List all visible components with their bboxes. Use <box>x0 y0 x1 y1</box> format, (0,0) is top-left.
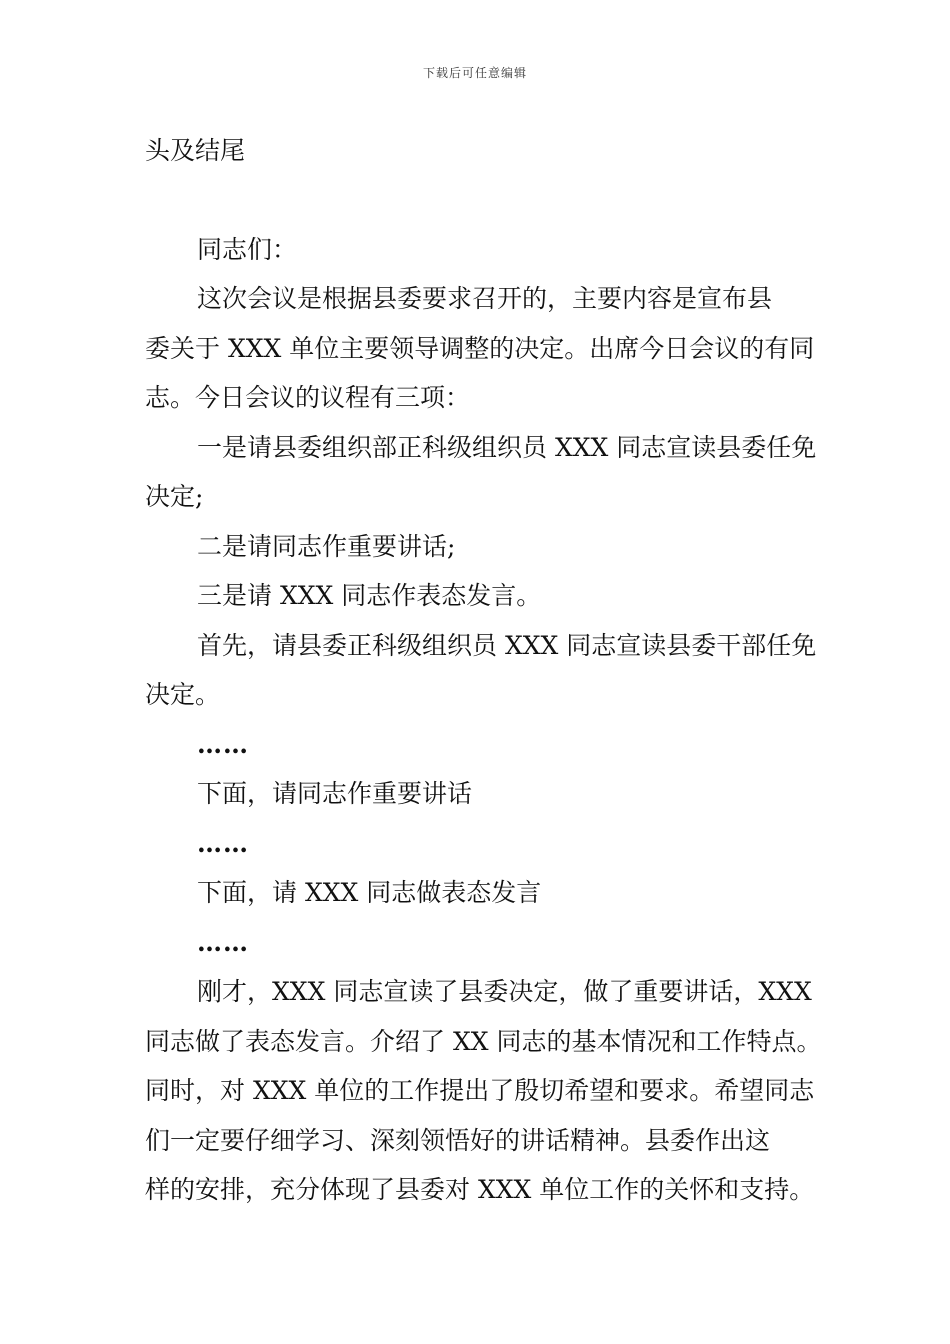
agenda-item-1: 一是请县委组织部正科级组织员 XXX 同志宣读县委任免 <box>197 432 817 462</box>
agenda-item-2: 二是请同志作重要讲话; <box>197 531 456 561</box>
paragraph-line: 同志做了表态发言。介绍了 XX 同志的基本情况和工作特点。 <box>145 1026 822 1056</box>
paragraph-line: 志。今日会议的议程有三项： <box>145 383 471 412</box>
blank-line <box>145 176 815 225</box>
page-header: 下载后可任意编辑 <box>422 66 527 80</box>
paragraph-line: 刚才，XXX 同志宣读了县委决定，做了重要讲话，XXX <box>197 977 812 1006</box>
paragraph-line: 下面，请 XXX 同志做表态发言 <box>197 878 542 907</box>
document-body <box>145 126 822 1215</box>
ellipsis: …… <box>197 828 249 858</box>
ellipsis: …… <box>197 729 249 759</box>
paragraph-line: 下面，请同志作重要讲话 <box>197 779 473 808</box>
heading-fragment: 头及结尾 <box>145 136 246 165</box>
paragraph-line: 这次会议是根据县委要求召开的，主要内容是宣布县 <box>197 284 773 313</box>
paragraph-line: 样的安排，充分体现了县委对 XXX 单位工作的关怀和支持。 <box>145 1175 815 1204</box>
agenda-item-1-cont: 决定; <box>145 482 204 511</box>
agenda-item-3: 三是请 XXX 同志作表态发言。 <box>197 581 542 610</box>
paragraph-line: 委关于 XXX 单位主要领导调整的决定。出席今日会议的有同 <box>145 333 815 363</box>
paragraph-line: 决定。 <box>145 680 221 709</box>
salutation: 同志们： <box>197 234 298 264</box>
paragraph-line: 们一定要仔细学习、深刻领悟好的讲话精神。县委作出这 <box>145 1125 771 1155</box>
paragraph-line: 首先，请县委正科级组织员 XXX 同志宣读县委干部任免 <box>197 630 817 660</box>
ellipsis: …… <box>197 927 249 957</box>
paragraph-line: 同时，对 XXX 单位的工作提出了殷切希望和要求。希望同志 <box>145 1076 815 1105</box>
